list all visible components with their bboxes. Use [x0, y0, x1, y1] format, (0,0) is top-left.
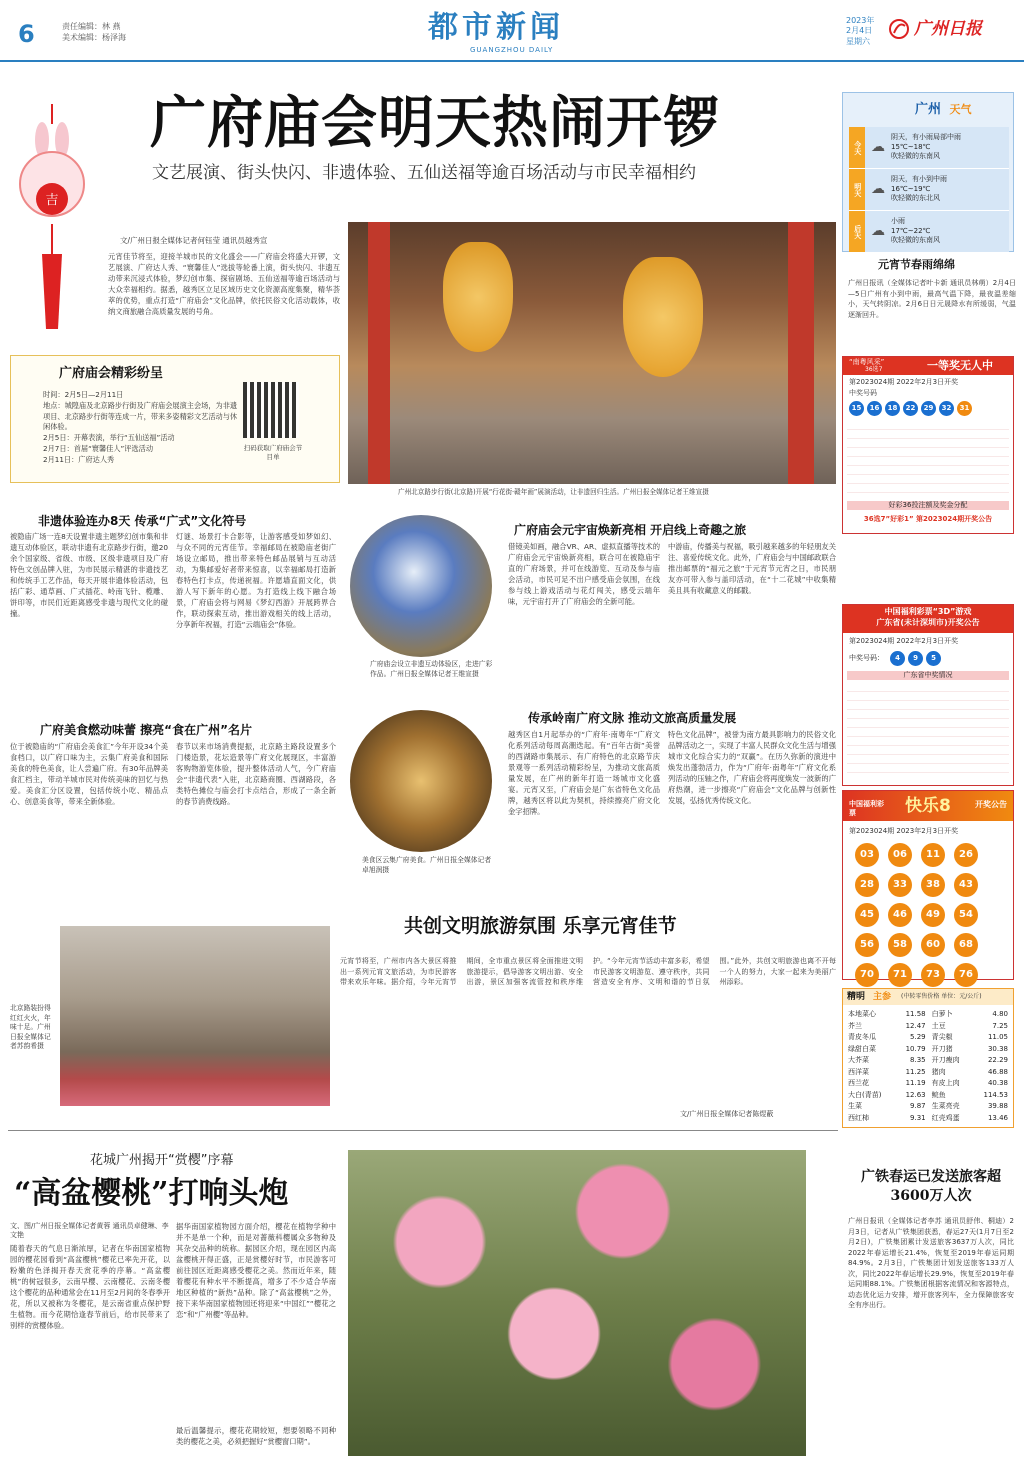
section-title: 都市新闻	[428, 10, 564, 45]
price-value: 11.25	[905, 1067, 926, 1076]
price-item: 生菜	[848, 1102, 862, 1111]
lottery1-prize-table	[847, 421, 1009, 499]
lottery-ball: 11	[921, 843, 945, 867]
lottery1-label: 中奖号码	[849, 389, 877, 397]
lottery2-numbers: 中奖号码： 4 9 5	[849, 651, 944, 666]
lottery-ball: 38	[921, 873, 945, 897]
lottery-ball: 18	[885, 401, 900, 416]
weather-news-text: 广州日报讯（全媒体记者叶卡新 通讯员林萌）2月4日—5日广州有小到中雨，最高气温下降，最夜温差缩小，天气转阴凉。2月6日日元晟降水有所缓弱，气温逐渐回升。	[848, 279, 1016, 319]
market-prices-panel	[842, 988, 1014, 1128]
masthead	[0, 0, 1024, 62]
price-item: 大白(青苗)	[848, 1090, 882, 1099]
col1-title2: 广府美食燃动味蕾 擦亮“食在广州”名片	[40, 723, 252, 737]
weather-day-row: 今天 ☁ 阴天，有小雨局部中雨 15℃~18℃ 吹轻微的东南风	[849, 127, 1009, 169]
issue-date: 2023年 2月4日 星期六	[846, 16, 875, 46]
price-item: 猪肉	[931, 1067, 946, 1076]
lottery-ball: 54	[954, 903, 978, 927]
price-item: 有皮上肉	[931, 1079, 960, 1088]
lottery-ball: 03	[855, 843, 879, 867]
lottery2-prize-table	[847, 683, 1009, 781]
price-value: 11.19	[905, 1079, 926, 1088]
price-item: 开刀瘦肉	[931, 1056, 960, 1065]
price-value: 5.29	[910, 1033, 926, 1042]
col3-text1b: 中游庙，传播美与祝福，吸引越来越多的年轻朋友关注、喜爱传统文化。此外，广府庙会与中国邮政联合推出邮票的“福元之旅”于元宵节元宵之日，市民朋友亦可带入参与盖印活动，在“十二花城”中收集精美且具有收藏意义的邮戳。	[668, 542, 836, 595]
weather-days	[849, 127, 1009, 253]
lottery-3d-panel	[842, 604, 1014, 786]
price-row	[845, 1055, 1011, 1067]
price-row	[845, 1067, 1011, 1079]
price-item: 西兰花	[848, 1079, 869, 1088]
lottery-ball: 70	[855, 963, 879, 987]
lottery-ball: 56	[855, 933, 879, 957]
cherry-kicker: 花城广州揭开“赏樱”序幕	[90, 1153, 234, 1168]
price-value: 10.79	[905, 1044, 926, 1053]
weather-title: 广州 天气	[915, 102, 972, 117]
price-value: 30.38	[987, 1044, 1008, 1053]
price-item: 鲩鱼	[931, 1090, 946, 1099]
lottery2-table-title: 广东省中奖情况	[847, 671, 1009, 680]
civic-byline: 文/广州日报全媒体记者陈煜蔽	[680, 1110, 774, 1118]
weather-day-row: 明天 ☁ 阴天，有小到中雨 16℃~19℃ 吹轻微的东北风	[849, 169, 1009, 211]
lottery2-banner: 中国福利彩票“3D”游戏 广东省(未计深圳市)开奖公告	[843, 605, 1013, 633]
lottery-ball: 29	[921, 401, 936, 416]
col2-text: 灯谜、场景打卡合影等，让游客感受如梦如幻、与众不同的元宵佳节。幸福邮局在被隐庙老街广场设立邮局，推出带来特色邮品展销与互动活动，为集邮爱好者带来惊喜，以幸福邮局打造新春特色打卡点，传递祝福。许愿墙直面文化，供游人写下新年的心愿。为打造线上线下融合场景，广府庙会将与网易《梦幻西游》开展跨界合作，联动探索互动，推出游戏相关的线上活动，分享新年祝福，打造“云端庙会”体验。	[176, 532, 336, 629]
lottery-ball: 33	[888, 873, 912, 897]
arch-pillar-right	[788, 222, 814, 484]
food-caption: 美食区云集广府美食。广州日报全媒体记者卓旭润摄	[362, 856, 492, 874]
price-value: 7.25	[992, 1021, 1008, 1030]
qr-caption: 扫码获取广府庙会节目单	[243, 444, 303, 461]
price-value: 12.63	[905, 1090, 926, 1099]
lottery-ball: 58	[888, 933, 912, 957]
lottery1-footer1: 好彩36投注额及奖金分配	[847, 501, 1009, 510]
lottery1-banner: “南粤风采” 36选7 一等奖无人中	[843, 357, 1013, 375]
price-value: 22.29	[987, 1056, 1008, 1065]
price-row	[845, 1021, 1011, 1033]
cherry-text2: 据华南国家植物园方面介绍，樱花在植物学种中并不是单一个种，而是对蔷薇科樱属众多物种及其杂交品种的统称。据园区介绍，现在园区内高盆樱桃开得正盛，正是赏樱好时节，市民游客可前往园区近距离感受樱花之美。然而近年来，随着樱花有种水平不断提高，增多了不少适合华南地区种植的“新热”品种。除了“高盆樱桃”之外，接下来华南国家植物园还将迎来“中国红”“樱花之恋”和“广州樱”等品种。	[176, 1222, 336, 1319]
price-value: 46.88	[987, 1067, 1008, 1076]
lottery-ball: 76	[954, 963, 978, 987]
price-value: 9.87	[910, 1102, 926, 1111]
col3-title2: 传承岭南广府文脉 推动文旅高质量发展	[528, 711, 737, 725]
lottery-ball: 26	[954, 843, 978, 867]
civic-text: 元宵节将至，广州市内各大景区将推出一系列元宵文旅活动，为市民游客带来欢乐年味。据介绍，今年元宵节期间，全市重点景区将全面推进文明旅游提示，倡导游客文明出游、安全出游，景区加强客流管控和秩序维护。“今年元宵节活动丰富多彩，希望市民游客文明游览、遵守秩序，共同营造安全有序、文明和谐的节日氛围。”此外，共创文明旅游也离不开每一个人的努力，大家一起来为美丽广州添彩。	[340, 957, 836, 986]
weather-panel	[842, 92, 1014, 252]
col1-title1: 非遗体验连办8天 传承“广式”文化符号	[38, 514, 247, 528]
lottery-ball: 49	[921, 903, 945, 927]
rabbit-lantern-icon	[12, 104, 92, 334]
price-value: 114.53	[983, 1090, 1008, 1099]
cherry-text3: 最后温馨提示，樱花花期较短，想要领略不同种类的樱花之美，必须把握好“赏樱窗口期”。	[176, 1426, 336, 1446]
lead-headline: 广府庙会明天热闹开锣	[150, 90, 720, 156]
vase-photo	[350, 515, 492, 657]
col3-text2b: 特色文化品牌”，被誉为南方最具影响力的民俗文化品牌活动之一，实现了丰富人民群众文化生活与增强城市文化综合实力的“双赢”。在历久弥新的演进中焕发出蓬勃活力，作为“广府年·南粤年”广府文化系列活动的压轴之作，广府庙会将再度焕发一波新的广府热潮，进一步擦亮“广府庙会”文化品牌与创新性发展，弘扬优秀传统文化。	[668, 730, 836, 805]
vase-caption: 广府庙会设立非遗互动体验区，走进广彩作品。广州日报全媒体记者王维宣摄	[370, 660, 493, 678]
lottery-ball: 73	[921, 963, 945, 987]
civic-headline: 共创文明旅游氛围 乐享元宵佳节	[404, 915, 677, 937]
lottery-ball-special: 31	[957, 401, 972, 416]
lottery3-banner: 中国福利彩票 快乐8 开奖公告	[843, 791, 1013, 821]
price-row	[845, 1113, 1011, 1125]
price-item: 红壳鸡蛋	[931, 1113, 960, 1122]
price-item: 青皮冬瓜	[848, 1033, 876, 1042]
section-subtitle: GUANGZHOU DAILY	[470, 46, 554, 54]
lead-intro: 元宵佳节将至，迎接羊城市民的文化盛会——广府庙会将盛大开锣，文艺展演、广府达人秀、“寰馨佳人”选拔等轮番上演，街头快闪、非遗互动带来沉浸式体验，梦幻创市集、探宿剧场、五仙送福等逾百场活动与大众幸福相约。据悉，越秀区立足区域历史文化资源高度集聚，精华荟萃的优势，重点打造“广府庙会”文化品牌，依托民俗文化活动载体，收纳文商旅融合高质量发展的号角。	[108, 252, 340, 316]
info-box-title: 广府庙会精彩纷呈	[59, 366, 164, 381]
lead-photo-street	[348, 222, 836, 484]
lottery-ball: 43	[954, 873, 978, 897]
col1-photo-caption: 北京路装扮得红红火火，年味十足。广州日报全媒体记者苏韵希摄	[10, 1004, 51, 1051]
price-item: 芥兰	[848, 1021, 862, 1030]
col3-text1: 借镜美如画，融合VR、AR、虚拟直播等技术的广府庙会元宇宙焕新亮相，联合可在被隐庙宇直的广府场景，并可在线游览、互动及参与庙会活动，市民可足不出户感受庙会氛围，在线参与线上游戏活动与花灯闯关，感受云端年味，元宇宙打开了广府庙会的全新可能。	[508, 542, 660, 606]
col3-text2: 越秀区自1月起举办的“广府年·南粤年”广府文化系列活动每周高潮迭起。有“百年古街”美誉的西湖路市集展示、有广府特色的北京路节庆景观等一系列活动精彩纷呈，为推动文旅高质量发展，在广州的新年打造一场城市文化盛宴。元宵又至，广府庙会是广东省特色文化品牌，越秀区将以此为契机，持续擦亮广府文化金字招牌。	[508, 730, 660, 816]
lead-byline: 文/广州日报全媒体记者何钰莹 通讯员越秀宣	[120, 236, 268, 245]
col1-text1: 被隐庙广场一连8天设置非遗主题梦幻创市集和非遗互动体验区，联动非遗有北京路步行街，邀20余个国家级、省级、市级、区级非遗项目及广府特色文创品牌入驻，为市民展示精湛的非遗技艺和传统手工艺作品，每天开展非遗体验活动，包括广彩、通草画、广式插花、岭南飞针、榄雕、饼印等，市民们近距离感受非遗与现代文化的碰撞。	[10, 532, 168, 618]
lottery-ball: 9	[908, 651, 923, 666]
price-item: 绿甜白菜	[848, 1044, 876, 1053]
lottery-ball: 45	[855, 903, 879, 927]
col3-title1: 广府庙会元宇宙焕新亮相 开启线上奇趣之旅	[514, 523, 747, 537]
lottery-36x7-panel	[842, 356, 1014, 534]
lead-subheadline: 文艺展演、街头快闪、非遗体验、五仙送福等逾百场活动与市民幸福相约	[152, 163, 696, 183]
paper-logo	[888, 18, 982, 41]
lottery-happy8-panel	[842, 790, 1014, 980]
price-row	[845, 1078, 1011, 1090]
lottery1-numbers	[849, 401, 975, 416]
lottery-ball: 4	[890, 651, 905, 666]
section-divider	[8, 1130, 838, 1131]
price-value: 13.46	[987, 1113, 1008, 1122]
svg-text:吉: 吉	[45, 193, 59, 208]
cloud-rain-icon: ☁	[871, 223, 885, 240]
lead-info-box	[10, 355, 340, 483]
price-value: 12.47	[905, 1021, 926, 1030]
weather-day-row: 后天 ☁ 小雨 17℃~22℃ 吹轻微的东南风	[849, 211, 1009, 253]
lottery-ball: 06	[888, 843, 912, 867]
lantern-fish-right	[623, 257, 703, 377]
price-value: 39.88	[987, 1102, 1008, 1111]
page-number: 6	[18, 20, 35, 48]
food-photo	[350, 710, 492, 852]
lottery-ball: 60	[921, 933, 945, 957]
market-prices-table	[845, 1009, 1011, 1124]
lottery-ball: 46	[888, 903, 912, 927]
price-value: 8.35	[910, 1056, 926, 1065]
lottery-ball: 5	[926, 651, 941, 666]
price-item: 西洋菜	[848, 1067, 869, 1076]
price-value: 11.58	[905, 1010, 926, 1019]
cloud-rain-icon: ☁	[871, 181, 885, 198]
cloud-rain-icon: ☁	[871, 139, 885, 156]
price-item: 白萝卜	[931, 1010, 953, 1019]
cherry-headline: “高盆樱桃”打响头炮	[14, 1176, 289, 1211]
lantern-fish-left	[443, 242, 513, 352]
price-item: 土豆	[931, 1021, 946, 1030]
price-item: 青尖椒	[931, 1033, 953, 1042]
price-value: 4.80	[992, 1010, 1008, 1019]
price-value: 9.31	[910, 1113, 926, 1122]
lottery3-draw: 第2023024期 2023年2月3日开奖	[849, 827, 959, 835]
price-row	[845, 1044, 1011, 1056]
price-item: 大芥菜	[848, 1056, 869, 1065]
price-row	[845, 1032, 1011, 1044]
weather-news-title: 元宵节春雨绵绵	[878, 258, 955, 271]
paper-name: 广州日报	[914, 19, 982, 39]
price-row	[845, 1009, 1011, 1021]
cherry-text1: 随着春天的气息日渐浓厚，记者在华南国家植物园的樱花园看到“高盆樱桃”樱花已率先开花，以粉嫩的色泽揭开春天赏花季的序幕。“高盆樱桃”的树冠很多，云南早樱、云南樱花、云南冬樱这个樱花的品种通常会在11月至2月间的冬春季开花，所以又被称为冬樱花，是云南省重点保护野生植物。而今花期恰逢春节前后，给市民带来了别样的赏樱体验。	[10, 1244, 170, 1330]
price-value: 40.38	[987, 1079, 1008, 1088]
lottery2-draw: 第2023024期 2022年2月3日开奖	[849, 637, 959, 645]
lottery-ball: 16	[867, 401, 882, 416]
arch-pillar-left	[368, 222, 390, 484]
lottery-ball: 15	[849, 401, 864, 416]
price-row	[845, 1090, 1011, 1102]
lottery-ball: 22	[903, 401, 918, 416]
price-value: 11.05	[987, 1033, 1008, 1042]
rail-text: 广州日报讯（全媒体记者李苏 通讯员舒伟、桐迪）2月3日，记者从广铁集团获悉，春运27天(1月7日至2月2日)，广铁集团累计发送旅客3637万人次，同比2022年春运增长21.4%，恢复至2019年春运同期84.9%。2月3日，广铁集团计划发送旅客133万人次，同比2022年春运增长29.9%，恢复至2019年春运同期88.1%。广铁集团根据客流情况和客源特点，动态优化运力安排，增开旅客列车，全力保障旅客安全有序出行。	[848, 1217, 1014, 1309]
lead-photo-caption: 广州北京路步行街(北京路)开展“行花街·赣年画”展演活动，让非遗回归生活。广州日报全媒体记者王维宣摄	[398, 488, 709, 496]
lottery-ball: 71	[888, 963, 912, 987]
col2-text2: 春节以来市场消费提振，北京路主路段设置多个门楼造景，花坛造景等广府文化展现区，丰富游客购物游览体验，提升整体活动人气，今广府庙会“非遗代表”入驻，北京路商圈、西湖路段，各类特色摊位与庙会打卡点结合，形成了一条全新的春节消费线路。	[176, 742, 336, 806]
price-item: 本地菜心	[848, 1010, 876, 1019]
price-item: 开刀猪	[931, 1044, 953, 1053]
rabbit-lantern-decoration	[12, 104, 92, 334]
lottery1-footer2: 36选7”好彩1” 第2023024期开奖公告	[863, 515, 993, 523]
qr-code[interactable]	[243, 382, 299, 438]
price-row	[845, 1101, 1011, 1113]
lottery-ball: 68	[954, 933, 978, 957]
lottery3-numbers	[855, 843, 1011, 987]
lottery1-draw: 第2023024期 2022年2月3日开奖	[849, 378, 959, 386]
market-header: 精明 主参 (中转零售价格 单位：元/公斤)	[843, 989, 1013, 1005]
info-box-lines: 时间：2月5日—2月11日 地点：城隍庙及北京路步行街及广府庙会展演主会场，为非遗项目、北京路步行街等连成一片，带来多姿精彩文艺活动与休闲体验。 2月5日：开幕表演，举行“五仙送福”活动 2月7日：首届“寰馨佳人”评选活动 2月11日：广府达人秀	[43, 390, 238, 464]
col1-photo-street	[60, 926, 330, 1106]
rail-headline: 广铁春运已发送旅客超3600万人次	[861, 1169, 1001, 1204]
lottery-ball: 32	[939, 401, 954, 416]
cherry-blossom-photo	[348, 1150, 806, 1456]
cherry-byline: 文、图/广州日报全媒体记者黄蓉 通讯员卓健琳、李文艳	[10, 1222, 169, 1240]
paper-logo-icon	[888, 18, 910, 40]
price-item: 生菜亮壳	[931, 1102, 960, 1111]
editor-lines: 责任编辑：林 燕 美术编辑：杨泽海	[62, 22, 126, 43]
col1-text2: 位于被隐庙的“广府庙会美食汇”今年开设34个美食档口，以广府口味为主，云集广府美食和国际美食的特色美食，让人尝遍广府。有30年品牌美食汇档主，带动羊城市民对传统美味的回忆与热爱。美食汇分区设置，包括传统小吃、精品点心、创意美食等，带来全新体验。	[10, 742, 168, 806]
price-item: 西红柿	[848, 1113, 869, 1122]
lottery-ball: 28	[855, 873, 879, 897]
